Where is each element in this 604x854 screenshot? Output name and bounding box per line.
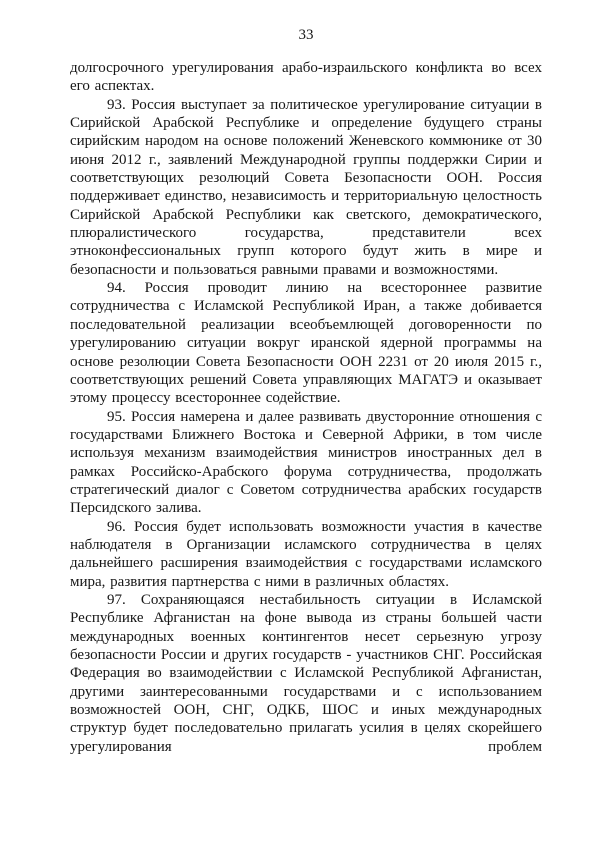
paragraph-93: 93. Россия выступает за политическое урегулирование ситуации в Сирийской Арабской Республике и определение будущего страны сирийским народом на основе положений Женевского коммюнике от 30 июня 2012 г., заявлений Международной группы поддержки Сирии и соответствующих резолюций Совета Безопасности ООН. Россия поддерживает единство, независимость и территориальную целостность Сирийской Арабской Республики как светского, демократического, плюралистического государства, представители всех этноконфессиональных групп которого будут жить в мире и безопасности и пользоваться равными правами и возможностями. [70, 96, 542, 278]
paragraph-continuation: долгосрочного урегулирования арабо-израильского конфликта во всех его аспектах. [70, 60, 542, 95]
page-number: 33 [298, 27, 314, 43]
document-body [70, 59, 542, 756]
paragraph-94: 94. Россия проводит линию на всестороннее развитие сотрудничества с Исламской Республикой Иран, а также добивается последовательной реализации всеобъемлющей договоренности по урегулированию ситуации вокруг иранской ядерной программы на основе резолюции Совета Безопасности ООН 2231 от 20 июля 2015 г., соответствующих решений Совета управляющих МАГАТЭ и оказывает этому процессу всестороннее содействие. [70, 280, 542, 407]
paragraph-95: 95. Россия намерена и далее развивать двусторонние отношения с государствами Ближнего Востока и Северной Африки, в том числе используя механизм взаимодействия министров иностранных дел в рамках Российско-Арабского форума сотрудничества, продолжать стратегический диалог с Советом сотрудничества арабских государств Персидского залива. [70, 408, 542, 517]
paragraph-96: 96. Россия будет использовать возможности участия в качестве наблюдателя в Организации исламского сотрудничества в целях дальнейшего расширения взаимодействия с государствами исламского мира, развития партнерства с ними в различных областях. [70, 518, 542, 590]
paragraph-97: 97. Сохраняющаяся нестабильность ситуации в Исламской Республике Афганистан на фоне вывода из страны большей части международных военных контингентов несет серьезную угрозу безопасности России и других государств - участников СНГ. Российская Федерация во взаимодействии с Исламской Республикой Афганистан, другими заинтересованными государствами и с использованием возможностей ООН, СНГ, ОДКБ, ШОС и иных международных структур будет последовательно прилагать усилия в целях скорейшего урегулирования проблем [70, 591, 542, 755]
